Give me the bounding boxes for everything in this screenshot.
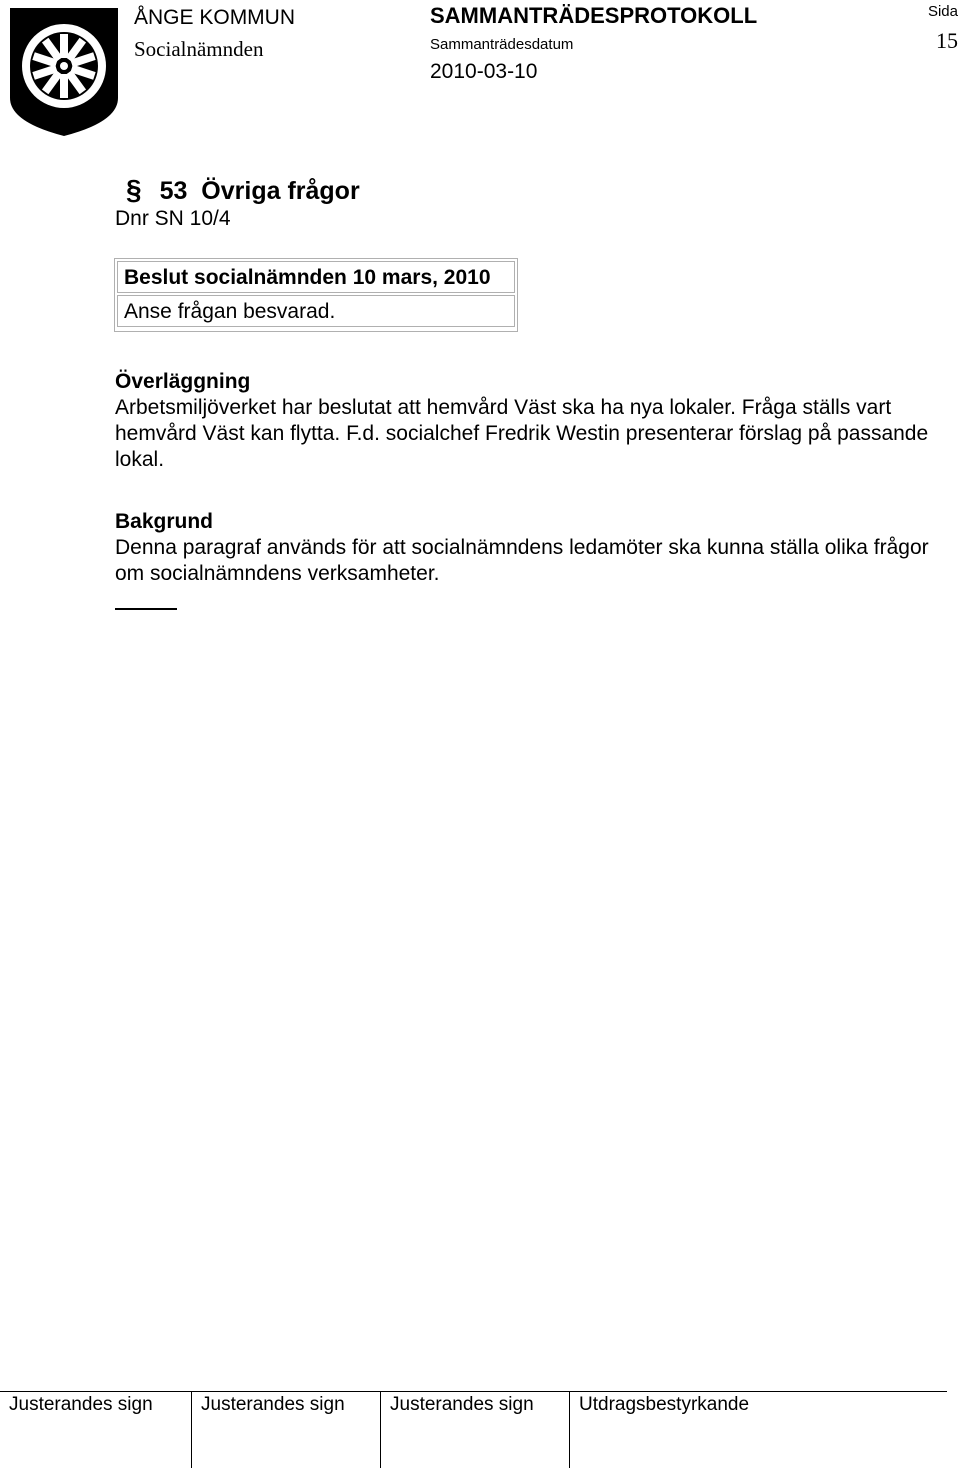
- discussion-heading: Överläggning: [115, 370, 251, 393]
- decision-text: Anse frågan besvarad.: [117, 295, 515, 327]
- coat-of-arms-logo-icon: [8, 6, 120, 138]
- discussion-text: Arbetsmiljöverket har beslutat att hemvård Väst ska ha nya lokaler. Fråga ställs vart hemvård Väst kan flytta. F.d. socialchef Fredrik Westin presenterar förslag på passande lokal.: [115, 396, 929, 471]
- end-rule: [115, 608, 177, 610]
- signature-footer: [0, 1391, 947, 1470]
- meeting-date-label: Sammanträdesdatum: [430, 36, 574, 53]
- background-heading: Bakgrund: [115, 510, 214, 533]
- section-number: 53: [159, 177, 188, 205]
- footer-sign-3: Justerandes sign: [380, 1392, 569, 1468]
- section-heading: Övriga frågor: [201, 177, 360, 205]
- meeting-date: 2010-03-10: [430, 60, 538, 83]
- background-section: [115, 509, 955, 587]
- footer-certification: Utdragsbestyrkande: [569, 1392, 947, 1468]
- discussion-section: [115, 369, 955, 473]
- background-text: Denna paragraf används för att socialnämndens ledamöter ska kunna ställa olika frågor om socialnämndens verksamheter.: [115, 536, 929, 585]
- case-number: Dnr SN 10/4: [115, 207, 231, 230]
- paragraph-sign: §: [126, 174, 142, 205]
- page-label: Sida: [927, 3, 958, 20]
- decision-table: [114, 258, 518, 332]
- footer-sign-1: Justerandes sign: [9, 1394, 153, 1415]
- organization-name: ÅNGE KOMMUN: [134, 6, 296, 29]
- section-title: [126, 174, 360, 206]
- decision-heading: Beslut socialnämnden 10 mars, 2010: [117, 261, 515, 293]
- document-type: SAMMANTRÄDESPROTOKOLL: [430, 3, 758, 28]
- page-number: 15: [936, 28, 958, 53]
- department-name: Socialnämnden: [134, 37, 264, 61]
- footer-sign-2: Justerandes sign: [191, 1392, 380, 1468]
